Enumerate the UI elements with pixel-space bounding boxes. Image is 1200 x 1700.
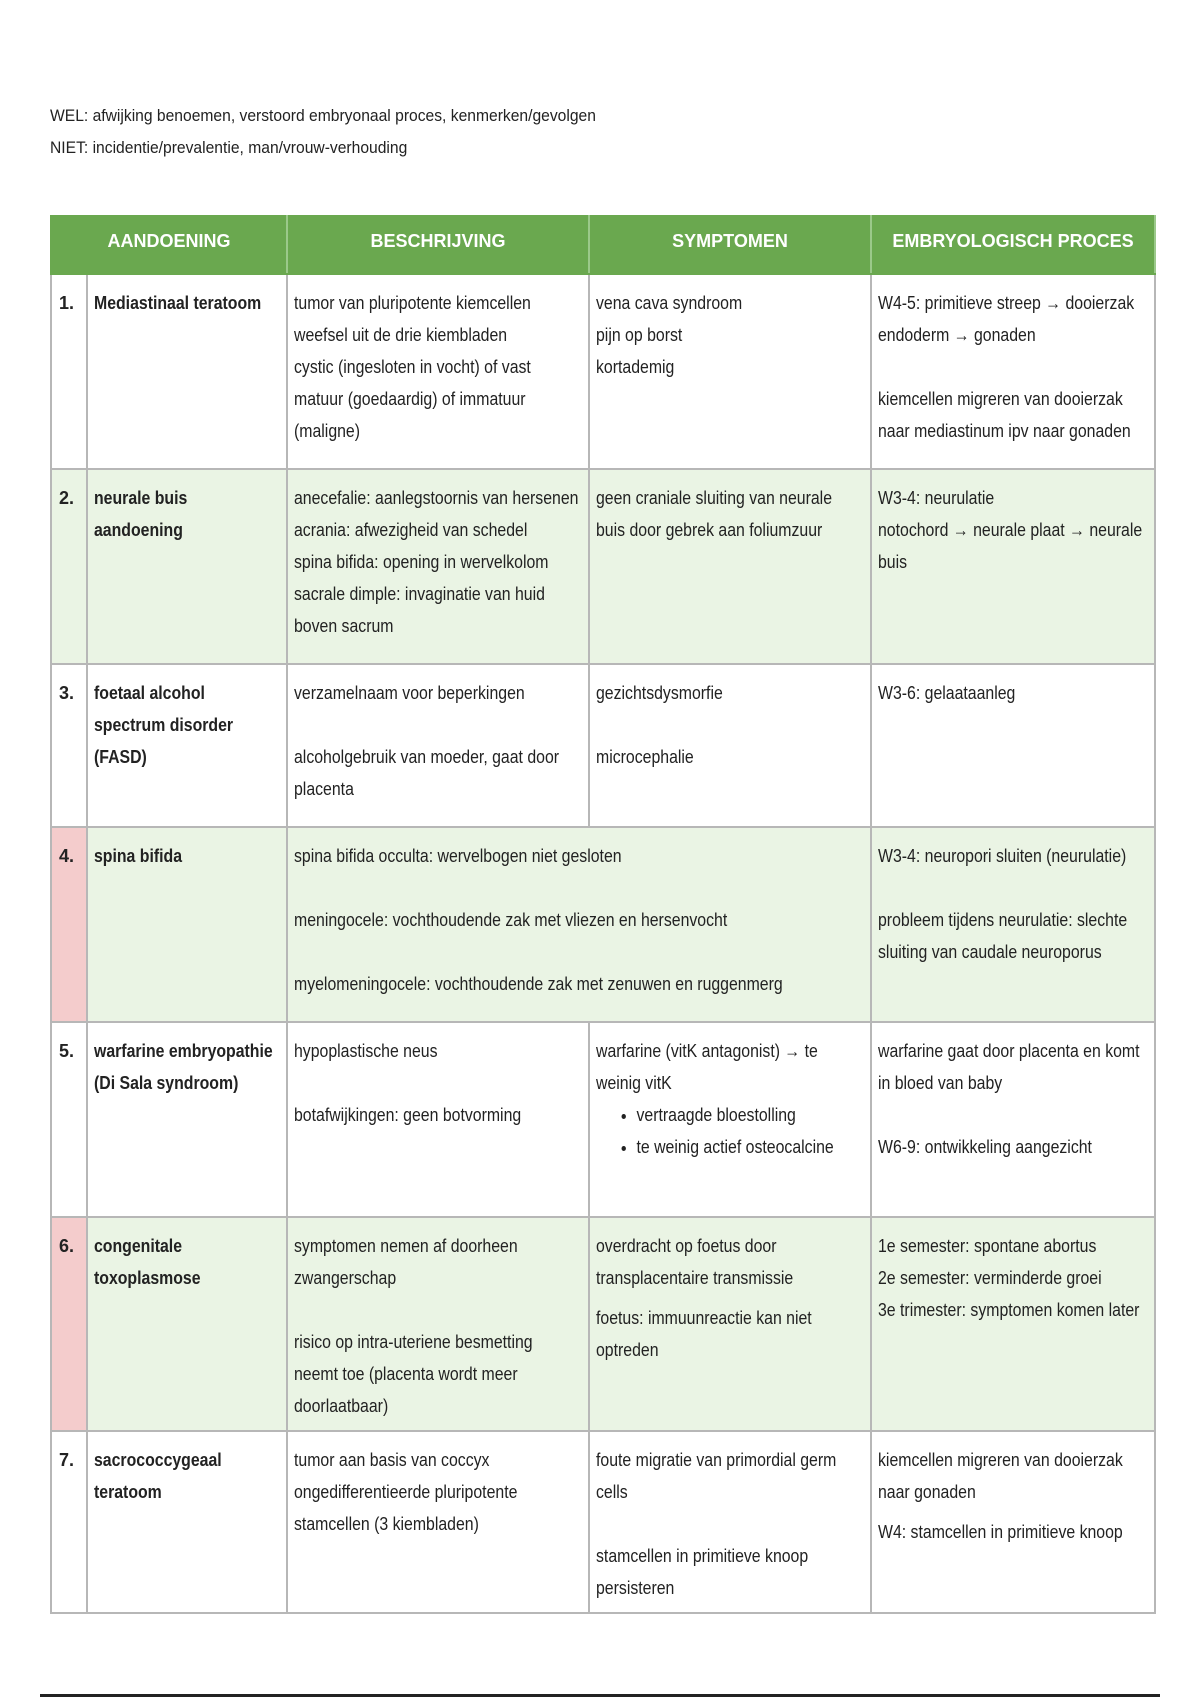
condition-name: sacrococcygeaal teratoom xyxy=(87,1431,287,1613)
intro-niet: NIET: incidentie/prevalentie, man/vrouw-verhouding xyxy=(50,138,408,157)
bottom-divider xyxy=(40,1694,1160,1697)
row-number: 1. xyxy=(51,274,87,469)
intro-wel: WEL: afwijking benoemen, verstoord embryonaal proces, kenmerken/gevolgen xyxy=(50,106,596,125)
description-cell: hypoplastische neus botafwijkingen: geen botvorming xyxy=(287,1022,589,1217)
row-number: 2. xyxy=(51,469,87,664)
condition-name: neurale buis aandoening xyxy=(87,469,287,664)
condition-name: spina bifida xyxy=(87,827,287,1022)
description-cell: anecefalie: aanlegstoornis van hersenen acrania: afwezigheid van schedel spina bifida: opening in wervelkolom sacrale dimple: invaginatie van huid boven sacrum xyxy=(287,469,589,664)
symptoms-cell: foute migratie van primordial germ cells stamcellen in primitieve knoop persisteren xyxy=(589,1431,871,1613)
condition-name: congenitale toxoplasmose xyxy=(87,1217,287,1431)
header-beschrijving: BESCHRIJVING xyxy=(287,216,589,274)
table-row xyxy=(51,274,1155,469)
row-number: 6. xyxy=(51,1217,87,1431)
list-item: • te weinig actief osteocalcine xyxy=(636,1131,862,1163)
table-row xyxy=(51,1431,1155,1613)
process-cell: warfarine gaat door placenta en komt in bloed van baby W6-9: ontwikkeling aangezicht xyxy=(871,1022,1155,1217)
description-cell: tumor van pluripotente kiemcellen weefsel uit de drie kiembladen cystic (ingesloten in vocht) of vast matuur (goedaardig) of immatuur (maligne) xyxy=(287,274,589,469)
process-cell: W3-4: neuropori sluiten (neurulatie) probleem tijdens neurulatie: slechte sluiting van caudale neuroporus xyxy=(871,827,1155,1022)
table-header-row xyxy=(51,216,1155,274)
table-row xyxy=(51,469,1155,664)
description-cell: verzamelnaam voor beperkingen alcoholgebruik van moeder, gaat door placenta xyxy=(287,664,589,827)
process-cell: W4-5: primitieve streep → dooierzak endoderm → gonaden kiemcellen migreren van dooierzak naar mediastinum ipv naar gonaden xyxy=(871,274,1155,469)
description-cell: tumor aan basis van coccyx ongedifferentieerde pluripotente stamcellen (3 kiembladen) xyxy=(287,1431,589,1613)
condition-name: warfarine embryopathie (Di Sala syndroom) xyxy=(87,1022,287,1217)
table-row xyxy=(51,1217,1155,1431)
header-proces: EMBRYOLOGISCH PROCES xyxy=(871,216,1155,274)
description-cell: spina bifida occulta: wervelbogen niet gesloten meningocele: vochthoudende zak met vliezen en hersenvocht myelomeningocele: vochthoudende zak met zenuwen en ruggenmerg xyxy=(287,827,871,1022)
process-cell: 1e semester: spontane abortus 2e semester: verminderde groei 3e trimester: symptomen komen later xyxy=(871,1217,1155,1431)
process-cell: W3-4: neurulatie notochord → neurale plaat → neurale buis xyxy=(871,469,1155,664)
table-row xyxy=(51,664,1155,827)
symptoms-cell: overdracht op foetus door transplacentaire transmissie foetus: immuunreactie kan niet optreden xyxy=(589,1217,871,1431)
header-aandoening: AANDOENING xyxy=(51,216,287,274)
header-symptomen: SYMPTOMEN xyxy=(589,216,871,274)
description-cell: symptomen nemen af doorheen zwangerschap risico op intra-uteriene besmetting neemt toe (placenta wordt meer doorlaatbaar) xyxy=(287,1217,589,1431)
intro xyxy=(50,100,596,164)
row-number: 5. xyxy=(51,1022,87,1217)
condition-name: foetaal alcohol spectrum disorder (FASD) xyxy=(87,664,287,827)
row-number: 4. xyxy=(51,827,87,1022)
symptoms-cell: warfarine (vitK antagonist) → te weinig vitK • vertraagde bloestolling • te weinig actief osteocalcine xyxy=(589,1022,871,1217)
condition-name: Mediastinaal teratoom xyxy=(87,274,287,469)
symptoms-cell: geen craniale sluiting van neurale buis door gebrek aan foliumzuur xyxy=(589,469,871,664)
list-item: • vertraagde bloestolling xyxy=(636,1099,862,1131)
row-number: 3. xyxy=(51,664,87,827)
symptoms-cell: gezichtsdysmorfie microcephalie xyxy=(589,664,871,827)
row-number: 7. xyxy=(51,1431,87,1613)
symptoms-cell: vena cava syndroom pijn op borst kortademig xyxy=(589,274,871,469)
conditions-table xyxy=(50,215,1156,1614)
table-row xyxy=(51,827,1155,1022)
process-cell: kiemcellen migreren van dooierzak naar gonaden W4: stamcellen in primitieve knoop xyxy=(871,1431,1155,1613)
table-row xyxy=(51,1022,1155,1217)
symptoms-bullet-list xyxy=(596,1099,862,1163)
process-cell: W3-6: gelaataanleg xyxy=(871,664,1155,827)
